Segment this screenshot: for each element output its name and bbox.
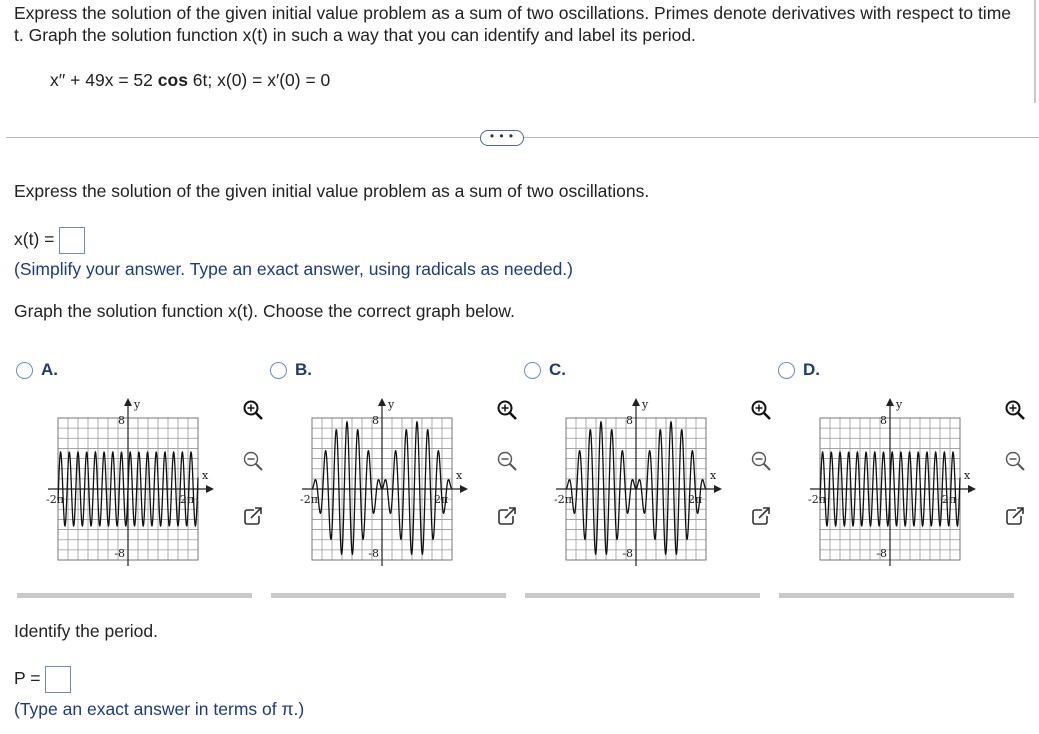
option-c[interactable] [524, 360, 566, 380]
expand-icon[interactable] [750, 505, 772, 527]
option-d[interactable] [778, 360, 820, 380]
option-letter: A. [41, 360, 58, 379]
x-min-tick: -2π [46, 493, 64, 506]
y-axis-label: y [642, 398, 649, 411]
xt-answer-label: x(t) = [14, 229, 55, 250]
graph-option-c[interactable] [552, 390, 752, 580]
y-axis-arrow [632, 398, 640, 406]
y-max-tick: 8 [880, 414, 887, 427]
option-a[interactable] [16, 360, 58, 380]
show-more-button[interactable]: • • • [480, 130, 524, 146]
expand-icon[interactable] [1004, 505, 1026, 527]
expand-icon[interactable] [242, 505, 264, 527]
x-min-tick: -2π [554, 493, 572, 506]
problem-equation: x′′ + 49x = 52 cos 6t; x(0) = x′(0) = 0 [50, 70, 331, 90]
x-axis-label: x [456, 469, 463, 482]
y-min-tick: -8 [114, 547, 125, 560]
radio-button[interactable] [524, 362, 541, 379]
zoom-in-icon[interactable] [750, 399, 772, 421]
part3-prompt: Identify the period. [14, 621, 158, 641]
y-axis-label: y [388, 398, 395, 411]
option-letter: C. [549, 360, 566, 379]
xt-answer-row [14, 227, 85, 254]
period-answer-row [14, 666, 71, 693]
zoom-in-icon[interactable] [1004, 399, 1026, 421]
x-axis-arrow [968, 485, 976, 493]
x-max-tick: 2π [180, 493, 195, 506]
x-axis-arrow [460, 485, 468, 493]
x-max-tick: 2π [688, 493, 703, 506]
part1-hint: (Simplify your answer. Type an exact answer, using radicals as needed.) [14, 259, 573, 279]
xt-answer-input[interactable] [59, 227, 85, 254]
part1-prompt: Express the solution of the given initial value problem as a sum of two oscillations. [14, 181, 650, 201]
y-max-tick: 8 [626, 414, 633, 427]
y-axis-label: y [896, 398, 903, 411]
y-min-tick: -8 [876, 547, 887, 560]
zoom-out-icon[interactable] [242, 450, 264, 472]
graph-option-b[interactable] [298, 390, 498, 580]
zoom-out-icon[interactable] [1004, 450, 1026, 472]
radio-button[interactable] [16, 362, 33, 379]
option-separator [779, 593, 1014, 598]
option-b[interactable] [270, 360, 312, 380]
zoom-in-icon[interactable] [242, 399, 264, 421]
option-separator [525, 593, 760, 598]
option-separator [271, 593, 506, 598]
option-letter: B. [295, 360, 312, 379]
part2-prompt: Graph the solution function x(t). Choose the correct graph below. [14, 301, 515, 321]
y-axis-label: y [134, 398, 141, 411]
x-max-tick: 2π [942, 493, 957, 506]
expand-icon[interactable] [496, 505, 518, 527]
zoom-in-icon[interactable] [496, 399, 518, 421]
y-axis-arrow [124, 398, 132, 406]
graph-option-d[interactable] [806, 390, 1006, 580]
y-max-tick: 8 [118, 414, 125, 427]
period-answer-input[interactable] [45, 666, 71, 693]
graph-option-a[interactable] [44, 390, 244, 580]
x-min-tick: -2π [300, 493, 318, 506]
y-axis-arrow [378, 398, 386, 406]
x-max-tick: 2π [434, 493, 449, 506]
x-axis-label: x [710, 469, 717, 482]
period-answer-label: P = [14, 668, 41, 689]
option-letter: D. [803, 360, 820, 379]
zoom-out-icon[interactable] [496, 450, 518, 472]
problem-instructions: Express the solution of the given initial value problem as a sum of two oscillations. Primes denote derivatives with respect to time t. Graph the solution function x(t) in such a way that you can identify and label its period. [14, 3, 1012, 45]
x-min-tick: -2π [808, 493, 826, 506]
option-separator [17, 593, 252, 598]
scroll-edge [1034, 0, 1036, 103]
radio-button[interactable] [778, 362, 795, 379]
y-min-tick: -8 [622, 547, 633, 560]
y-axis-arrow [886, 398, 894, 406]
y-min-tick: -8 [368, 547, 379, 560]
x-axis-label: x [202, 469, 209, 482]
zoom-out-icon[interactable] [750, 450, 772, 472]
y-max-tick: 8 [372, 414, 379, 427]
x-axis-arrow [206, 485, 214, 493]
x-axis-arrow [714, 485, 722, 493]
part3-hint: (Type an exact answer in terms of π.) [14, 699, 305, 719]
x-axis-label: x [964, 469, 971, 482]
radio-button[interactable] [270, 362, 287, 379]
